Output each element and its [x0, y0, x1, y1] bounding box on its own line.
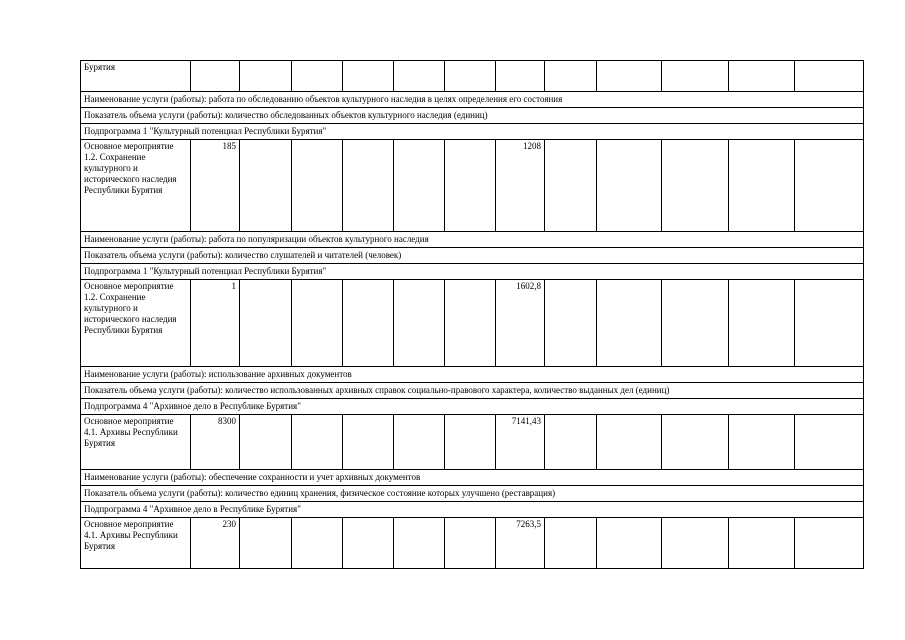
indicator-row: Показатель объема услуги (работы): количество единиц хранения, физическое состояние которых улучшено (реставрация) — [81, 486, 864, 502]
value-cell — [191, 61, 240, 92]
service-name-row: Наименование услуги (работы): использование архивных документов — [81, 367, 864, 383]
row-label: Основное мероприятие 4.1. Архивы Республики Бурятия — [81, 415, 191, 470]
row-label: Бурятия — [81, 61, 191, 92]
table-row — [81, 108, 864, 124]
table-row — [81, 399, 864, 415]
table-row — [81, 61, 864, 92]
table-row — [81, 470, 864, 486]
row-label: Основное мероприятие 1.2. Сохранение культурного и исторического наследия Республики Бурятия — [81, 140, 191, 232]
table-row — [81, 415, 864, 470]
value-cell: 1602,8 — [496, 280, 545, 367]
value-cell: 7141,43 — [496, 415, 545, 470]
table-row — [81, 124, 864, 140]
subprogram-row: Подпрограмма 1 "Культурный потенциал Республики Бурятия" — [81, 124, 864, 140]
value-cell: 7263,5 — [496, 518, 545, 569]
service-name-row: Наименование услуги (работы): работа по обследованию объектов культурного наследия в целях определения его состояния — [81, 92, 864, 108]
subprogram-row: Подпрограмма 4 "Архивное дело в Республике Бурятия" — [81, 399, 864, 415]
table-row — [81, 486, 864, 502]
value-cell: 230 — [191, 518, 240, 569]
indicator-row: Показатель объема услуги (работы): количество использованных архивных справок социально-правового характера, количество выданных дел (единиц) — [81, 383, 864, 399]
value-cell: 1208 — [496, 140, 545, 232]
value-cell — [496, 61, 545, 92]
indicator-row: Показатель объема услуги (работы): количество обследованных объектов культурного наследия (единиц) — [81, 108, 864, 124]
table-row — [81, 367, 864, 383]
budget-table — [80, 60, 864, 569]
table-row — [81, 502, 864, 518]
table-row — [81, 92, 864, 108]
table-row — [81, 383, 864, 399]
value-cell: 8300 — [191, 415, 240, 470]
indicator-row: Показатель объема услуги (работы): количество слушателей и читателей (человек) — [81, 248, 864, 264]
subprogram-row: Подпрограмма 4 "Архивное дело в Республике Бурятия" — [81, 502, 864, 518]
subprogram-row: Подпрограмма 1 "Культурный потенциал Республики Бурятия" — [81, 264, 864, 280]
value-cell: 1 — [191, 280, 240, 367]
table-row — [81, 280, 864, 367]
table-row — [81, 518, 864, 569]
row-label: Основное мероприятие 4.1. Архивы Республики Бурятия — [81, 518, 191, 569]
table-row — [81, 264, 864, 280]
table-row — [81, 248, 864, 264]
service-name-row: Наименование услуги (работы): работа по популяризации объектов культурного наследия — [81, 232, 864, 248]
service-name-row: Наименование услуги (работы): обеспечение сохранности и учет архивных документов — [81, 470, 864, 486]
value-cell: 185 — [191, 140, 240, 232]
table-row — [81, 232, 864, 248]
row-label: Основное мероприятие 1.2. Сохранение культурного и исторического наследия Республики Бурятия — [81, 280, 191, 367]
table-row — [81, 140, 864, 232]
